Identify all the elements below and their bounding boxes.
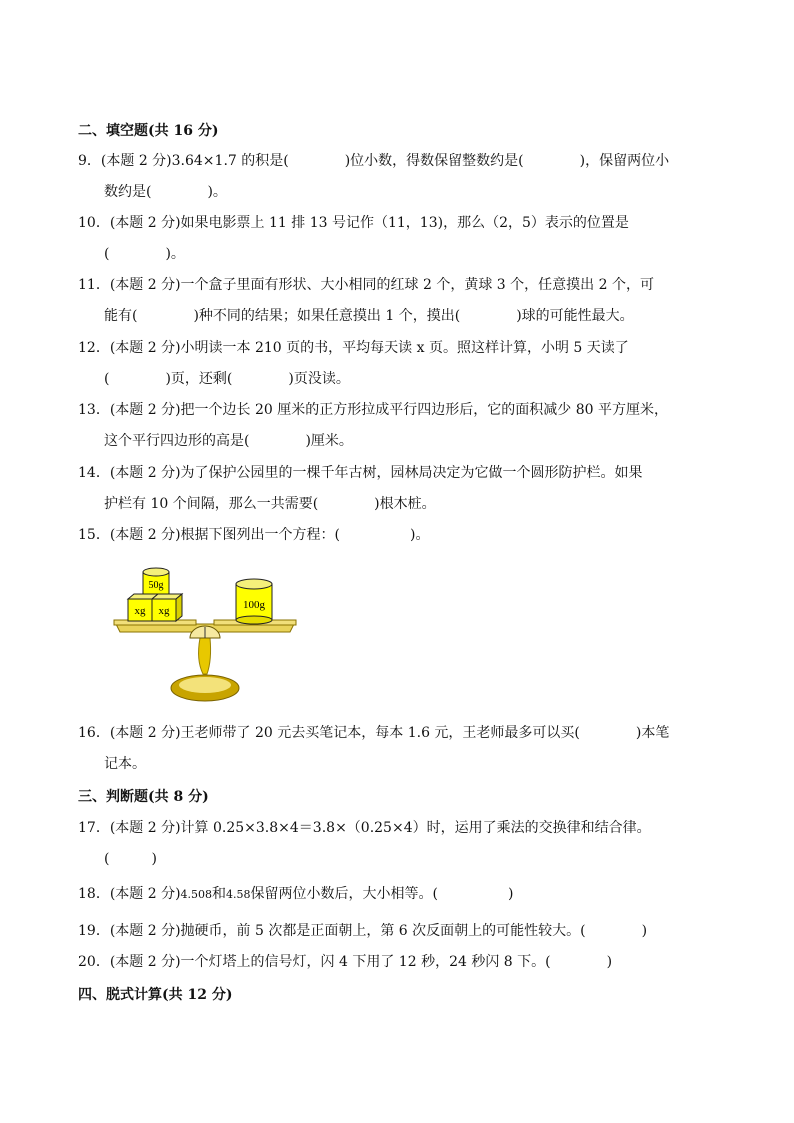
- x-label-left: xg: [134, 605, 146, 617]
- question-16-line-1: 16．(本题 2 分)王老师带了 20 元去买笔记本，每本 1.6 元，王老师最多可以买( )本笔: [78, 725, 670, 741]
- question-9-line-2: 数约是( )。: [104, 184, 227, 200]
- question-17-line-2: ( ): [104, 851, 157, 867]
- question-11-line-2: 能有( )种不同的结果；如果任意摸出 1 个，摸出( )球的可能性最大。: [104, 308, 634, 324]
- question-14-line-1: 14．(本题 2 分)为了保护公园里的一棵千年古树，园林局决定为它做一个圆形防护栏。如果: [78, 465, 643, 481]
- weight-100g-label: 100g: [243, 599, 265, 611]
- question-18-prefix: 18．(本题 2 分): [78, 886, 181, 902]
- question-16-line-2: 记本。: [104, 756, 146, 772]
- scale-stem: [199, 638, 211, 674]
- question-15-line-1: 15．(本题 2 分)根据下图列出一个方程：( )。: [78, 527, 430, 543]
- question-19-line: 19．(本题 2 分)抛硬币，前 5 次都是正面朝上，第 6 次反面朝上的可能性较大。( ): [78, 923, 648, 939]
- repeating-decimal-1: 4.508: [180, 888, 213, 901]
- question-17-line-1: 17．(本题 2 分)计算 0.25×3.8×4＝3.8×（0.25×4）时，运用了乘法的交换律和结合律。: [78, 820, 651, 836]
- question-11-line-1: 11．(本题 2 分)一个盒子里面有形状、大小相同的红球 2 个，黄球 3 个，任意摸出 2 个，可: [78, 277, 654, 293]
- x-label-right: xg: [158, 605, 170, 617]
- question-13-line-2: 这个平行四边形的高是( )厘米。: [104, 433, 353, 449]
- section-title-judge: 三、判断题(共 8 分): [78, 789, 209, 805]
- question-18-suffix: 保留两位小数后，大小相等。( ): [250, 886, 514, 902]
- question-20-line: 20．(本题 2 分)一个灯塔上的信号灯，闪 4 下用了 12 秒，24 秒闪 8 下。( ): [78, 954, 613, 970]
- question-14-line-2: 护栏有 10 个间隔，那么一共需要( )根木桩。: [104, 496, 436, 512]
- section-title-fill: 二、填空题(共 16 分): [78, 123, 219, 139]
- scale-base-top: [179, 677, 231, 693]
- question-9-line-1: 9．(本题 2 分)3.64×1.7 的积是( )位小数，得数保留整数约是( )，保留两位小: [78, 153, 670, 169]
- question-12-line-1: 12．(本题 2 分)小明读一本 210 页的书，平均每天读 x 页。照这样计算，小明 5 天读了: [78, 340, 629, 356]
- question-10-line-2: ( )。: [104, 246, 185, 262]
- question-12-line-2: ( )页，还剩( )页没读。: [104, 371, 350, 387]
- balance-scale-figure: [110, 562, 300, 708]
- question-10-line-1: 10．(本题 2 分)如果电影票上 11 排 13 号记作（11，13)，那么（2，5）表示的位置是: [78, 215, 629, 231]
- question-13-line-1: 13．(本题 2 分)把一个边长 20 厘米的正方形拉成平行四边形后，它的面积减少 80 平方厘米，: [78, 402, 668, 418]
- repeating-decimal-2: 4.58: [226, 888, 251, 901]
- question-18-connector: 和: [212, 886, 227, 902]
- section-title-calc: 四、脱式计算(共 12 分): [78, 987, 233, 1003]
- weight-50g-label: 50g: [148, 580, 164, 591]
- question-18-line: [78, 884, 513, 905]
